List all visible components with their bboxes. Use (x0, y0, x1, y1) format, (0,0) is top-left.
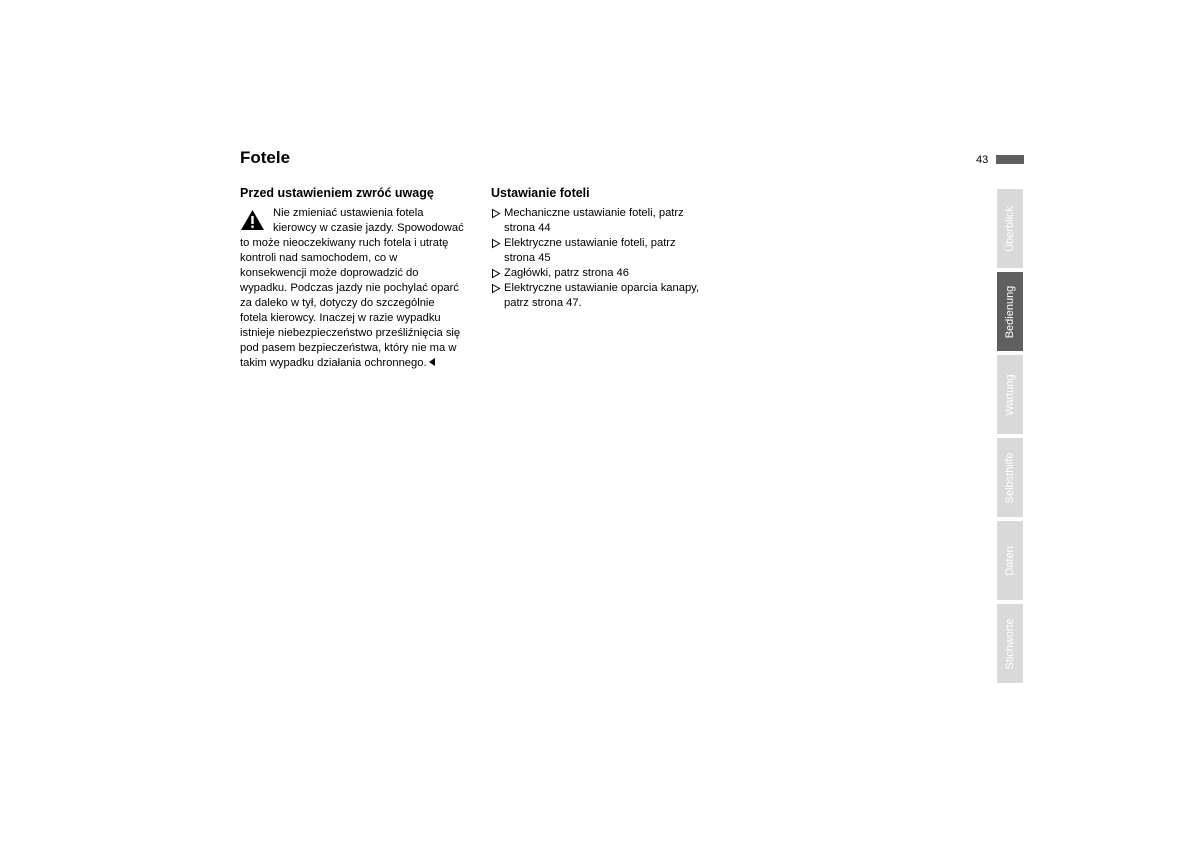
list-item-line: Elektryczne ustawianie foteli, patrz (504, 237, 676, 249)
warning-line: wypadku. Podczas jazdy nie pochylać oparć (240, 282, 459, 294)
list-item (491, 266, 741, 281)
tab-uberblick[interactable] (997, 189, 1023, 268)
seat-adjustment-list (491, 206, 741, 311)
tab-daten[interactable] (997, 521, 1023, 600)
warning-line: pod pasem bezpieczeństwa, który nie ma w (240, 342, 457, 354)
warning-line: kierowcy w czasie jazdy. Spowodować (273, 222, 464, 234)
right-section-heading: Ustawianie foteli (491, 186, 590, 200)
tab-stichworte[interactable] (997, 604, 1023, 683)
warning-line: konsekwencji może doprowadzić do (240, 267, 419, 279)
triangle-bullet-icon (491, 281, 502, 296)
warning-line: istnieje niebezpieczeństwo prześliźnięcia się (240, 327, 461, 339)
tab-selbsthilfe[interactable] (997, 438, 1023, 517)
list-item (491, 236, 741, 266)
list-item-line: strona 45 (504, 252, 551, 264)
triangle-bullet-icon (491, 206, 502, 221)
warning-line: kontroli nad samochodem, co w (240, 252, 398, 264)
warning-line-last (240, 356, 480, 371)
tab-label: Überblick (1004, 205, 1016, 252)
list-item (491, 206, 741, 236)
warning-text (240, 206, 480, 371)
warning-line: to może nieoczekiwany ruch fotela i utratę (240, 237, 449, 249)
tab-label: Bedienung (1004, 285, 1016, 338)
page-title: Fotele (240, 148, 291, 167)
warning-line: za daleko w tył, dotyczy do szczególnie (240, 297, 435, 309)
warning-line-text: takim wypadku działania ochronnego. (240, 357, 427, 369)
list-item-line: strona 44 (504, 222, 551, 234)
list-item (491, 281, 741, 311)
list-item-line: Zagłówki, patrz strona 46 (504, 267, 629, 279)
triangle-bullet-icon (491, 266, 502, 281)
page-number: 43 (976, 154, 989, 166)
triangle-bullet-icon (491, 236, 502, 251)
tab-label: Daten (1004, 545, 1016, 576)
tab-label: Wartung (1004, 373, 1016, 416)
page-number-bar (996, 155, 1024, 164)
left-section-heading: Przed ustawieniem zwróć uwagę (240, 186, 434, 200)
tab-label: Selbsthilfe (1004, 452, 1016, 503)
warning-line: fotela kierowcy. Inaczej w razie wypadku (240, 312, 441, 324)
tab-bedienung[interactable] (997, 272, 1023, 351)
tab-wartung[interactable] (997, 355, 1023, 434)
warning-line: Nie zmieniać ustawienia fotela (273, 207, 424, 219)
list-item-line: patrz strona 47. (504, 297, 582, 309)
end-marker-triangle-icon (429, 358, 435, 366)
list-item-line: Mechaniczne ustawianie foteli, patrz (504, 207, 684, 219)
tab-label: Stichworte (1004, 617, 1016, 670)
list-item-line: Elektryczne ustawianie oparcia kanapy, (504, 282, 700, 294)
